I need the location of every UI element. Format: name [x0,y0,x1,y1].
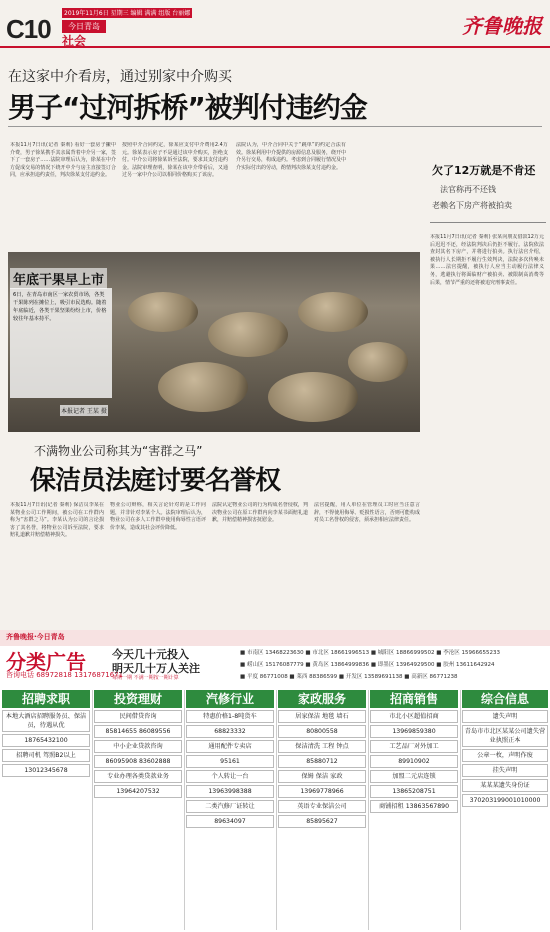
ad-item: 95161 [186,755,274,768]
ads-phone: 咨询电话 68972818 13176871671 [6,671,124,679]
ad-item: 公章一枚，声明作废 [462,749,548,762]
ads-slogan-1: 今天几十元投入 [112,648,189,661]
photo-caption: 6日，在青岛市南区一家农贸市场，各类干果陈列在摊位上，吸引市民选购。随着年底临近，各类干果坚果纷纷上市，价格较往年基本持平。 [10,288,112,398]
ad-item: 二类汽修厂证转让 [186,800,274,813]
ads-brand: 齐鲁晚报·今日青岛 [6,633,65,641]
ad-item: 加盟二元店连锁 [370,770,458,783]
ad-item: 青岛市市北区某某公司遗失营业执照正本 [462,725,548,747]
story1-column-3: 法院认为，中介合同中关于“跳单”的约定合法有效。徐某利用中介提供的房源信息及服务，绕开中介另行交易，构成违约。考虑到合同履行情况及中介实际付出的劳动，酌情判决徐某支付违约金。 [236,142,346,171]
category-header-auto: 汽修行业 [186,690,274,708]
ad-item: 89910902 [370,755,458,768]
ad-item: 居家保洁 地毯 墙石 [278,710,366,723]
ad-item: 通用配件专卖店 [186,740,274,753]
story2-kicker: 不满物业公司称其为“害群之马” [34,444,203,458]
ad-item: 本地大酒店招聘服务员、保洁员，待遇从优 [2,710,90,732]
category-business-list [370,710,458,930]
story1-column-2: 按照中介合同约定，徐某应支付中介费用2.4万元。徐某表示房子不是通过该中介购买，拒绝支付。中介公司将徐某诉至法院，要求其支付违约金。法院审理查明，徐某在该中介带看后，又通过另一家中介公司以相同价格购买了该房。 [122,142,228,179]
ad-item: 85880712 [278,755,366,768]
ad-item: 86095908 83602888 [94,755,182,768]
story2-column-2: 物业公司辩称，相关言论针对的是工作问题，并非针对李某个人。法院审理后认为，物业公司在多人工作群中使用侮辱性言语评价李某，造成其社会评价降低。 [110,502,206,531]
ad-item: 民间借贷咨询 [94,710,182,723]
section-name: 社会 [62,34,87,48]
sidebar-rule [430,222,546,223]
headline-rule [8,126,542,127]
ad-item: 68823332 [186,725,274,738]
ad-item: 13865208751 [370,785,458,798]
ad-item: 89634097 [186,815,274,828]
ad-item: 保姆 保洁 家政 [278,770,366,783]
sidebar-headline: 欠了12万就是不肯还 [432,164,536,177]
ad-item: 个人转让一台 [186,770,274,783]
ad-item: 85895627 [278,815,366,828]
story2-headline: 保洁员法庭讨要名誉权 [30,466,281,496]
ad-item: 英语专业保洁公司 [278,800,366,813]
category-header-finance: 投资理财 [94,690,182,708]
sidebar-subhead-2: 老赖名下房产将被拍卖 [432,201,512,210]
ads-phone-row: ■ 市南区 13468223630 ■ 市北区 18661996513 ■ 城阳区 18866999502 ■ 李沧区 15966655233 [240,650,500,656]
ad-item: 招聘司机 驾照B2以上 [2,749,90,762]
ad-item: 特惠价格1-8吨货车 [186,710,274,723]
category-general-list [462,710,548,930]
ads-phone-row: ■ 平度 86771008 ■ 莱西 88386599 ■ 开发区 13589691138 ■ 高新区 86771238 [240,674,458,680]
ad-item: 18765432100 [2,734,90,747]
ads-slogan-2: 明天几十万人关注 [112,662,200,675]
page-number: C10 [6,14,51,44]
section-label: 今日青岛 [62,20,106,33]
category-auto-list [186,710,274,930]
column-divider [276,690,277,930]
category-header-jobs: 招聘求职 [2,690,90,708]
ad-item: 13964207532 [94,785,182,798]
photo-title: 年底干果早上市 [10,268,107,289]
ad-item: 80800558 [278,725,366,738]
ad-item: 13963998388 [186,785,274,798]
photo-credit: 本报记者 王某 摄 [60,405,108,416]
story1-column-1: 本报11月7日讯(记者 秦莉) 看好一套房子撇中介费，男子徐某携手其亲属背着中介另一家，签下了一套房子……法院审理后认为，徐某在中介方促成交易的情况下绕开中介与房主直接签订合同，应承担违约责任，判决徐某支付违约金。 [10,142,116,179]
category-housekeeping-list [278,710,366,930]
ad-item: 85814655 86089556 [94,725,182,738]
ad-item: 工艺品厂对外加工 [370,740,458,753]
ad-item: 市北小区超值招商 [370,710,458,723]
category-header-housekeeping: 家政服务 [278,690,366,708]
column-divider [368,690,369,930]
ad-item: 商铺招租 13863567890 [370,800,458,813]
ads-header-bar [0,630,550,646]
ad-item: 遗失声明 [462,710,548,723]
category-header-general: 综合信息 [462,690,548,708]
sidebar-story-text: 本报11月7日讯(记者 秦莉) 张某向朋友借款12万元后迟迟不还，经法院判决后仍拒不履行。法院依法查封其名下房产，并将进行拍卖。执行法官介绍，被执行人长期拒不履行生效判决，法院多次传唤未果……法官提醒，被执行人应当主动履行法律义务，逃避执行将面临财产被拍卖、被限制高消费等后果，情节严重的还将被追究刑事责任。 [430,234,544,286]
ad-item: 保洁清洗 工程 钟点 [278,740,366,753]
ads-title: 分类广告 [6,650,86,674]
ad-item: 13969778966 [278,785,366,798]
ads-note: 每期一期 不满一期按一期计算 [112,675,179,681]
story2-column-1: 本报11月7日讯(记者 秦莉) 保洁员李某在某物业公司工作期间，被公司在工作群内称为“害群之马”。李某认为公司的言论损害了其名誉，将物业公司诉至法院，要求赔礼道歉并赔偿精神损失。 [10,502,104,539]
ad-item: 中小企业贷款咨询 [94,740,182,753]
story2-column-3: 法院认定物业公司的行为构成名誉侵权，判决物业公司在原工作群内向李某书面赔礼道歉，并赔偿精神损害抚慰金。 [212,502,308,524]
story1-kicker: 在这家中介看房，通过别家中介购买 [8,69,232,85]
category-jobs-list [2,710,90,930]
sidebar-subhead-1: 法官称再不还钱 [440,185,496,194]
ad-item: 专业办理各类贷款业务 [94,770,182,783]
ad-item: 某某某遗失身份证 [462,779,548,792]
column-divider [92,690,93,930]
category-finance-list [94,710,182,930]
ad-item: 13969859380 [370,725,458,738]
story1-headline: 男子“过河拆桥”被判付违约金 [8,91,367,124]
ad-item: 370203199001010000 [462,794,548,807]
column-divider [460,690,461,930]
ads-phone-row: ■ 崂山区 15176087779 ■ 黄岛区 13864999836 ■ 即墨区 13964929500 ■ 胶州 13611642924 [240,662,495,668]
column-divider [184,690,185,930]
category-header-business: 招商销售 [370,690,458,708]
story2-column-4: 法官提醒，用人单位在管理员工时应当注意言辞，不得使用侮辱、贬损性语言，否则可能构成对员工名誉权的侵害，须承担相应法律责任。 [314,502,420,524]
paper-logo: 齐鲁晚报 [462,14,542,38]
ad-item: 13012345678 [2,764,90,777]
ad-item: 挂失声明 [462,764,548,777]
issue-info: 2019年11月6日 星期三 编辑 满满 组版 台丽娜 [64,10,191,17]
